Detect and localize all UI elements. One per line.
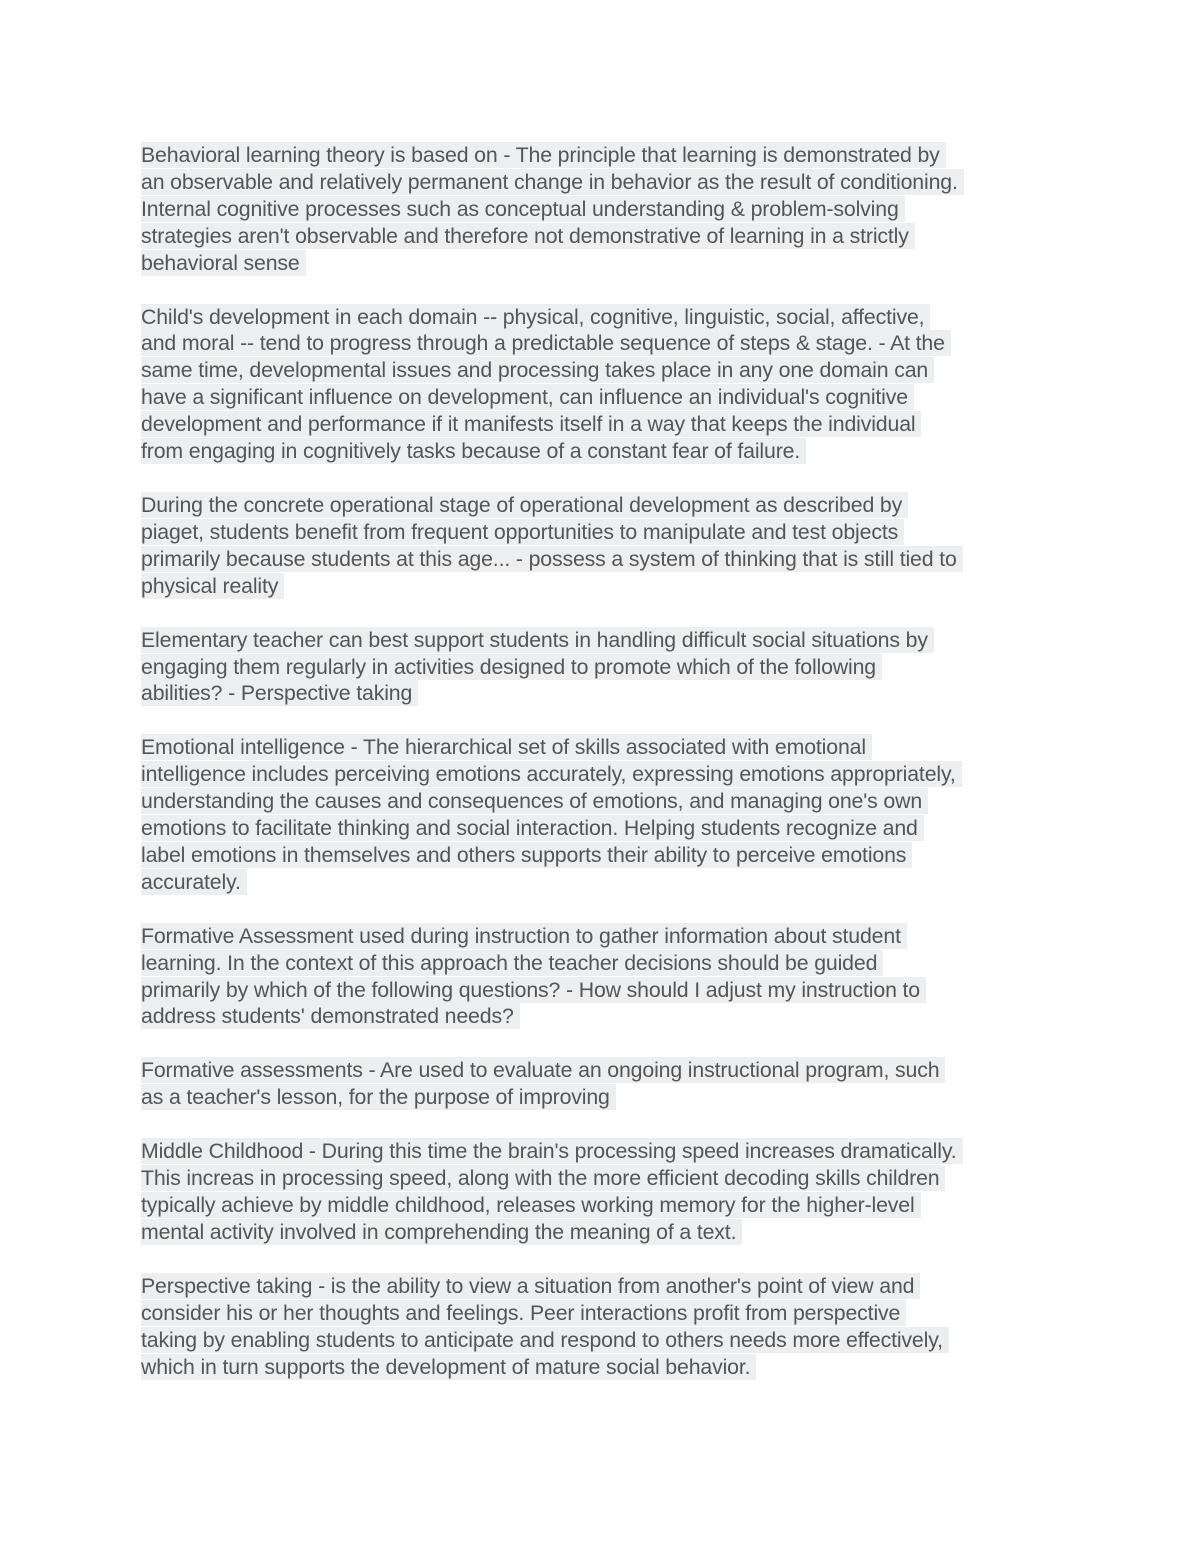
text-line: primarily because students at this age... - possess a system of thinking that is still tied to	[141, 546, 1066, 573]
text-line: During the concrete operational stage of operational development as described by	[141, 492, 1066, 519]
text-line: primarily by which of the following questions? - How should I adjust my instruction to	[141, 977, 1066, 1004]
text-line: engaging them regularly in activities designed to promote which of the following	[141, 654, 1066, 681]
text-line: understanding the causes and consequences of emotions, and managing one's own	[141, 788, 1066, 815]
text-line: address students' demonstrated needs?	[141, 1003, 1066, 1030]
paragraph-formative-assessment	[141, 923, 1066, 1031]
document-body	[141, 142, 1066, 1407]
text-line: Internal cognitive processes such as conceptual understanding & problem-solving	[141, 196, 1066, 223]
paragraph-middle-childhood	[141, 1138, 1066, 1246]
text-line: This increas in processing speed, along with the more efficient decoding skills children	[141, 1165, 1066, 1192]
text-line: behavioral sense	[141, 250, 1066, 277]
text-line: Formative Assessment used during instruction to gather information about student	[141, 923, 1066, 950]
text-line: learning. In the context of this approach the teacher decisions should be guided	[141, 950, 1066, 977]
text-line: accurately.	[141, 869, 1066, 896]
text-line: Middle Childhood - During this time the brain's processing speed increases dramatically.	[141, 1138, 1066, 1165]
text-line: typically achieve by middle childhood, releases working memory for the higher-level	[141, 1192, 1066, 1219]
text-line: abilities? - Perspective taking	[141, 680, 1066, 707]
text-line: have a significant influence on development, can influence an individual's cognitive	[141, 384, 1066, 411]
paragraph-behavioral-learning	[141, 142, 1066, 277]
text-line: Elementary teacher can best support students in handling difficult social situations by	[141, 627, 1066, 654]
text-line: label emotions in themselves and others supports their ability to perceive emotions	[141, 842, 1066, 869]
paragraph-elementary-teacher	[141, 627, 1066, 708]
text-line: Emotional intelligence - The hierarchical set of skills associated with emotional	[141, 734, 1066, 761]
text-line: emotions to facilitate thinking and social interaction. Helping students recognize and	[141, 815, 1066, 842]
text-line: strategies aren't observable and therefore not demonstrative of learning in a strictly	[141, 223, 1066, 250]
text-line: physical reality	[141, 573, 1066, 600]
text-line: and moral -- tend to progress through a predictable sequence of steps & stage. - At the	[141, 330, 1066, 357]
text-line: taking by enabling students to anticipate and respond to others needs more effectively,	[141, 1327, 1066, 1354]
paragraph-formative-assessments	[141, 1057, 1066, 1111]
text-line: consider his or her thoughts and feelings. Peer interactions profit from perspective	[141, 1300, 1066, 1327]
paragraph-child-development	[141, 304, 1066, 465]
paragraph-perspective-taking	[141, 1273, 1066, 1381]
text-line: from engaging in cognitively tasks because of a constant fear of failure.	[141, 438, 1066, 465]
text-line: an observable and relatively permanent change in behavior as the result of conditioning.	[141, 169, 1066, 196]
text-line: intelligence includes perceiving emotions accurately, expressing emotions appropriately,	[141, 761, 1066, 788]
paragraph-concrete-operational	[141, 492, 1066, 600]
text-line: piaget, students benefit from frequent opportunities to manipulate and test objects	[141, 519, 1066, 546]
text-line: development and performance if it manifests itself in a way that keeps the individual	[141, 411, 1066, 438]
paragraph-emotional-intelligence	[141, 734, 1066, 895]
text-line: Child's development in each domain -- physical, cognitive, linguistic, social, affective,	[141, 304, 1066, 331]
text-line: as a teacher's lesson, for the purpose of improving	[141, 1084, 1066, 1111]
text-line: same time, developmental issues and processing takes place in any one domain can	[141, 357, 1066, 384]
text-line: Perspective taking - is the ability to view a situation from another's point of view and	[141, 1273, 1066, 1300]
text-line: Formative assessments - Are used to evaluate an ongoing instructional program, such	[141, 1057, 1066, 1084]
text-line: mental activity involved in comprehending the meaning of a text.	[141, 1219, 1066, 1246]
text-line: which in turn supports the development of mature social behavior.	[141, 1354, 1066, 1381]
text-line: Behavioral learning theory is based on - The principle that learning is demonstrated by	[141, 142, 1066, 169]
